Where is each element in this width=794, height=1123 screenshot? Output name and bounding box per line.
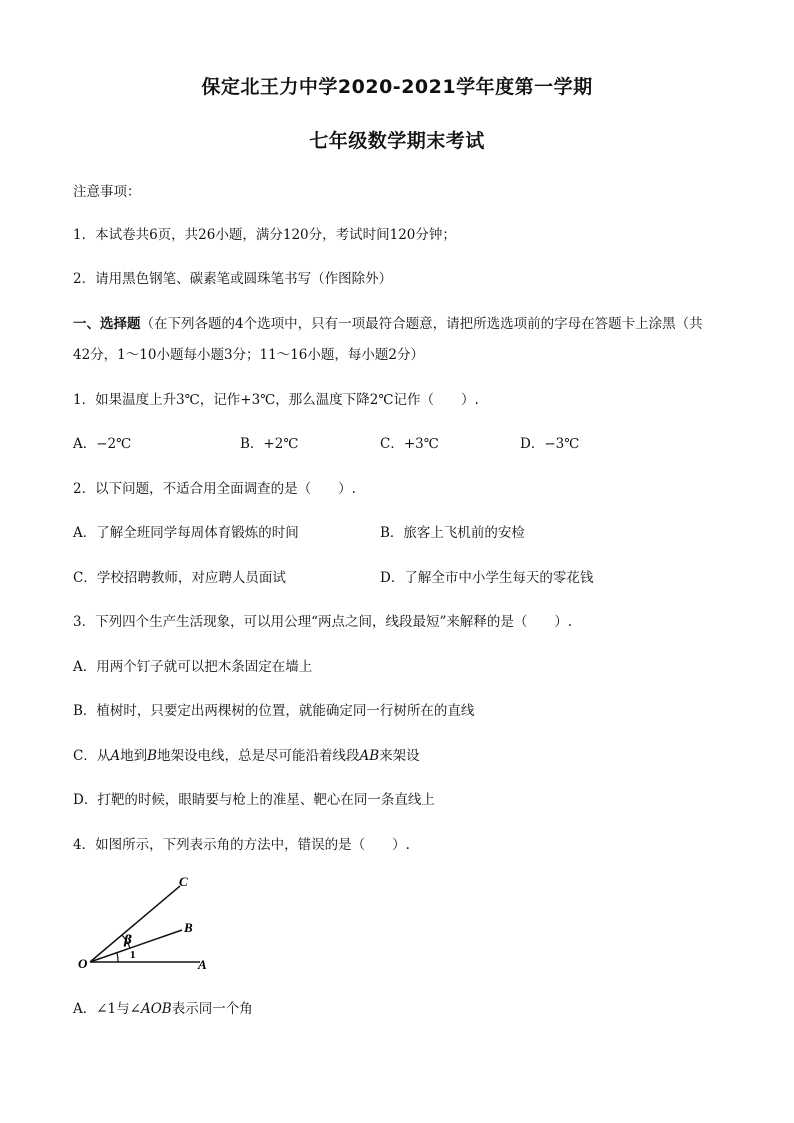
label-c: C [179, 874, 188, 889]
label-a: A [198, 957, 207, 972]
q2-option-b: B．旅客上飞机前的安检 [380, 525, 525, 541]
q4-option-a-prefix: A．∠1与∠ [73, 1001, 141, 1017]
section-1-desc-line1: （在下列各题的4个选项中，只有一项最符合题意，请把所选选项前的字母在答题卡上涂黑（共 [140, 316, 703, 332]
q4-option-a-suffix: 表示同一个角 [171, 1001, 253, 1017]
q4-stem: 4．如图所示，下列表示角的方法中，错误的是（ ）. [73, 837, 410, 853]
q3-option-a: A．用两个钉子就可以把木条固定在墙上 [73, 659, 313, 675]
q1-option-a: A．−2℃ [73, 436, 132, 452]
q2-option-a: A．了解全班同学每周体育锻炼的时间 [73, 525, 299, 541]
label-angle-1: 1 [130, 949, 136, 961]
q2-stem: 2．以下问题，不适合用全面调查的是（ ）. [73, 481, 356, 497]
q2-option-c: C．学校招聘教师，对应聘人员面试 [73, 570, 286, 586]
point-a-label: A [110, 748, 121, 764]
notice-item-2: 2．请用黑色钢笔、碳素笔或圆珠笔书写（作图除外） [73, 271, 393, 287]
section-1-label: 一、选择题 [73, 316, 141, 332]
notice-heading: 注意事项： [73, 184, 141, 200]
section-1-intro [73, 312, 703, 332]
notice-item-1: 1．本试卷共6页，共26小题，满分120分，考试时间120分钟； [73, 227, 456, 243]
q3-stem: 3．下列四个生产生活现象，可以用公理“两点之间，线段最短”来解释的是（ ）. [73, 614, 573, 630]
angle-aob-label: AOB [140, 1001, 172, 1017]
q3-option-c [73, 744, 420, 764]
label-o: O [78, 956, 88, 971]
q3-option-c-mid2: 地架设电线，总是尽可能沿着线段 [157, 748, 360, 764]
label-beta: β [124, 933, 132, 947]
section-1-desc-line2: 42分，1～10小题每小题3分；11～16小题，每小题2分） [73, 347, 424, 363]
q1-option-d: D．−3℃ [520, 436, 580, 452]
point-b-label: B [147, 748, 158, 764]
angle-figure [76, 872, 226, 977]
q3-option-c-mid1: 地到 [120, 748, 148, 764]
q1-stem: 1．如果温度上升3℃，记作+3℃，那么温度下降2℃记作（ ）. [73, 392, 479, 408]
q1-option-c: C．+3℃ [380, 436, 439, 452]
q3-option-b: B．植树时，只要定出两棵树的位置，就能确定同一行树所在的直线 [73, 703, 475, 719]
q1-option-b: B．+2℃ [240, 436, 299, 452]
q3-option-d: D．打靶的时候，眼睛要与枪上的准星、靶心在同一条直线上 [73, 792, 435, 808]
exam-title-line2: 七年级数学期末考试 [309, 130, 485, 152]
segment-ab-label: AB [359, 748, 380, 764]
label-b: B [184, 920, 193, 935]
ray-ob [90, 930, 182, 962]
q3-option-c-prefix: C．从 [73, 748, 111, 764]
q3-option-c-suffix: 来架设 [379, 748, 420, 764]
q2-option-d: D．了解全市中小学生每天的零花钱 [380, 570, 594, 586]
q4-option-a [73, 997, 253, 1017]
angle-1-arc [117, 953, 118, 962]
exam-title-line1: 保定北王力中学2020-2021学年度第一学期 [201, 76, 593, 98]
